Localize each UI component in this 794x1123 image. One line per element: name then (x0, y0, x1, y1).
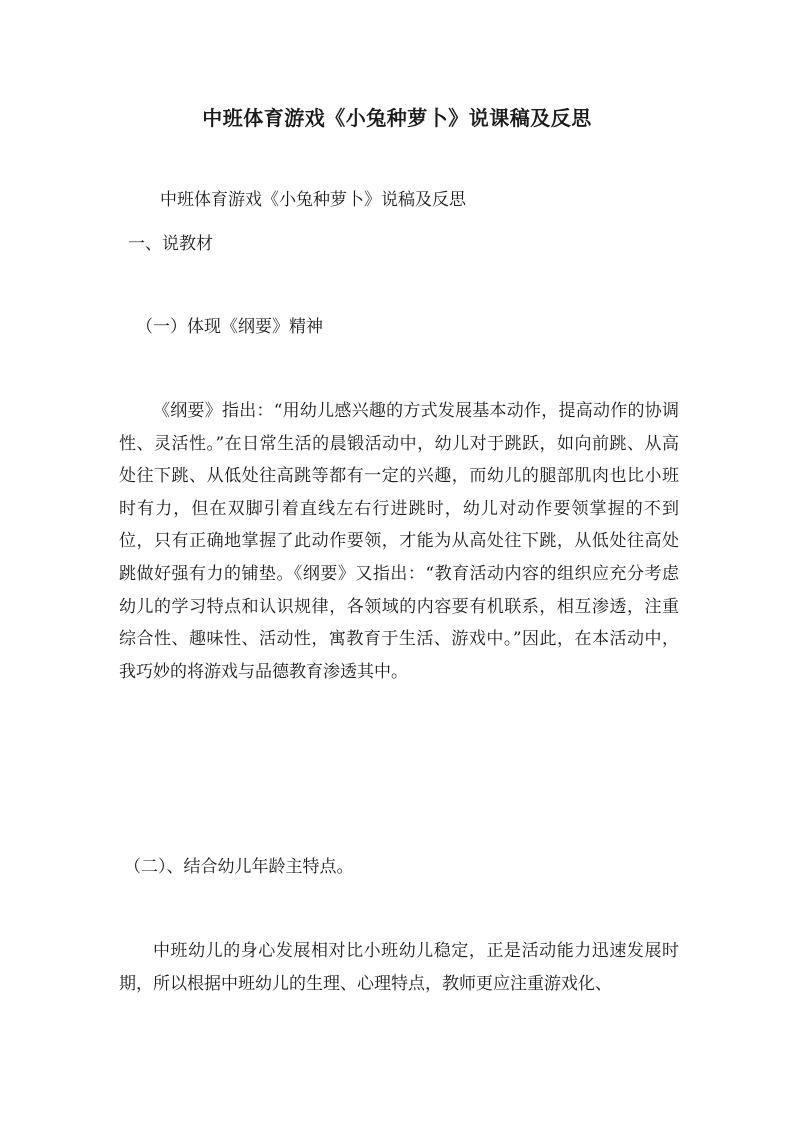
subsection-heading: （一）体现《纲要》精神 (136, 317, 323, 337)
document-title: 中班体育游戏《小兔种萝卜》说课稿及反思 (202, 106, 592, 130)
document-subtitle: 中班体育游戏《小兔种萝卜》说稿及反思 (160, 190, 466, 210)
subsection-heading: （二）、结合幼儿年龄主特点。 (124, 857, 354, 877)
body-paragraph: 《纲要》指出：“用幼儿感兴趣的方式发展基本动作，提高动作的协调性、灵活性。”在日常生活的晨锻活动中，幼儿对于跳跃，如向前跳、从高处往下跳、从低处往高跳等都有一定的兴趣，而幼儿的腿部肌肉也比小班时有力，但在双脚引着直线左右行进跳时，幼儿对动作要领掌握的不到位，只有正确地掌握了此动作要领，才能为从高处往下跳，从低处往高处跳做好强有力的铺垫。《纲要》又指出：“教育活动内容的组织应充分考虑幼儿的学习特点和认识规律，各领域的内容要有机联系，相互渗透，注重综合性、趣味性、活动性，寓教育于生活、游戏中。”因此，在本活动中，我巧妙的将游戏与品德教育渗透其中。 (119, 401, 679, 682)
body-paragraph: 中班幼儿的身心发展相对比小班幼儿稳定，正是活动能力迅速发展时期，所以根据中班幼儿的生理、心理特点，教师更应注重游戏化、 (119, 941, 679, 994)
section-heading: 一、说教材 (128, 234, 213, 254)
